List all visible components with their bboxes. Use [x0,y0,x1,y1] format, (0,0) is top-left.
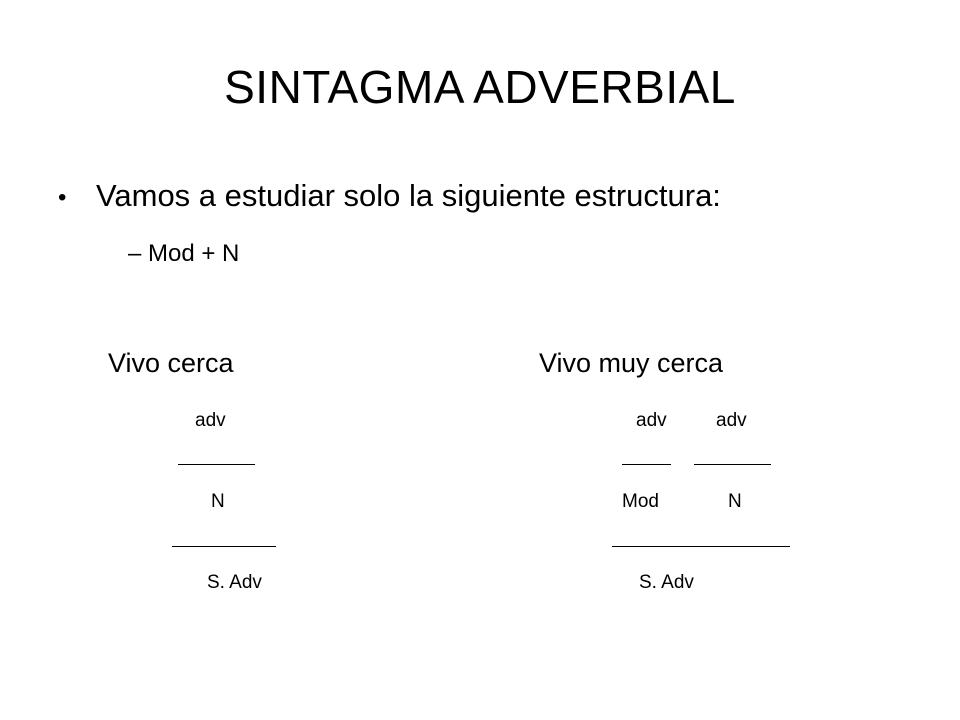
example-2-category-1-underline [622,464,671,465]
example-1-phrase: S. Adv [207,572,262,593]
slide-title: SINTAGMA ADVERBIAL [224,61,736,113]
example-2-phrase-underline [612,546,790,547]
example-1-phrase-underline [172,546,276,547]
bullet-marker: • [58,184,67,211]
example-2-category-1: adv [636,410,667,431]
example-2-category-2-underline [694,464,771,465]
example-1-sentence: Vivo cerca [108,348,234,378]
example-2-function-1: Mod [622,491,659,512]
example-2-sentence: Vivo muy cerca [539,348,724,378]
example-1-category: adv [195,410,226,431]
example-1-function: N [211,491,225,512]
example-1-category-underline [178,464,255,465]
example-2-phrase: S. Adv [639,572,694,593]
example-2-function-2: N [728,491,742,512]
example-2-category-2: adv [716,410,747,431]
subbullet-text: – Mod + N [128,240,240,267]
bullet-text: Vamos a estudiar solo la siguiente estructura: [96,178,721,213]
